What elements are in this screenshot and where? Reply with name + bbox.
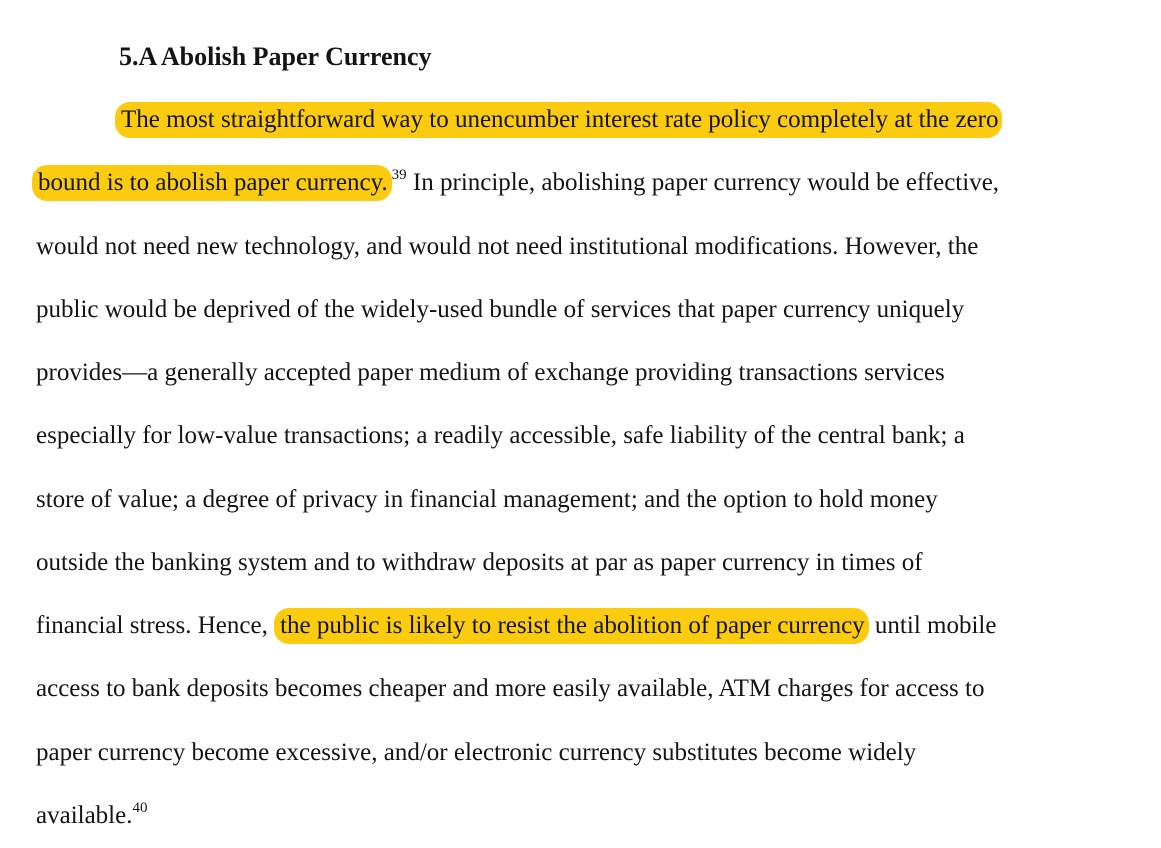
- paragraph-line: paper currency become excessive, and/or electronic currency substitutes become widely: [36, 739, 917, 766]
- paragraph-line: [115, 100, 1002, 140]
- paragraph-line: [32, 163, 999, 203]
- paragraph-line: [36, 606, 996, 646]
- highlighted-text[interactable]: the public is likely to resist the abolition of paper currency: [274, 608, 869, 644]
- footnote-marker[interactable]: 39: [391, 166, 407, 183]
- highlighted-text[interactable]: The most straightforward way to unencumber interest rate policy completely at the zero: [115, 102, 1002, 138]
- footnote-marker[interactable]: 40: [132, 799, 148, 816]
- paragraph-line: especially for low-value transactions; a readily accessible, safe liability of the central bank; a: [36, 422, 965, 449]
- paragraph-line: store of value; a degree of privacy in financial management; and the option to hold money: [36, 486, 938, 513]
- paragraph-line: outside the banking system and to withdraw deposits at par as paper currency in times of: [36, 549, 923, 576]
- paragraph-line: public would be deprived of the widely-used bundle of services that paper currency uniquely: [36, 296, 965, 323]
- paragraph-line: would not need new technology, and would not need institutional modifications. However, the: [36, 233, 979, 260]
- paragraph-line: [36, 796, 147, 836]
- body-text: In principle, abolishing paper currency would be effective,: [406, 169, 1000, 196]
- section-heading: 5.A Abolish Paper Currency: [119, 42, 432, 71]
- paragraph-line: access to bank deposits becomes cheaper and more easily available, ATM charges for access to: [36, 675, 985, 702]
- body-text: until mobile: [868, 612, 997, 639]
- body-text: available.: [36, 802, 133, 829]
- highlighted-text[interactable]: bound is to abolish paper currency.: [32, 165, 392, 201]
- body-text: financial stress. Hence,: [36, 612, 275, 639]
- paragraph-line: provides—a generally accepted paper medium of exchange providing transactions services: [36, 359, 945, 386]
